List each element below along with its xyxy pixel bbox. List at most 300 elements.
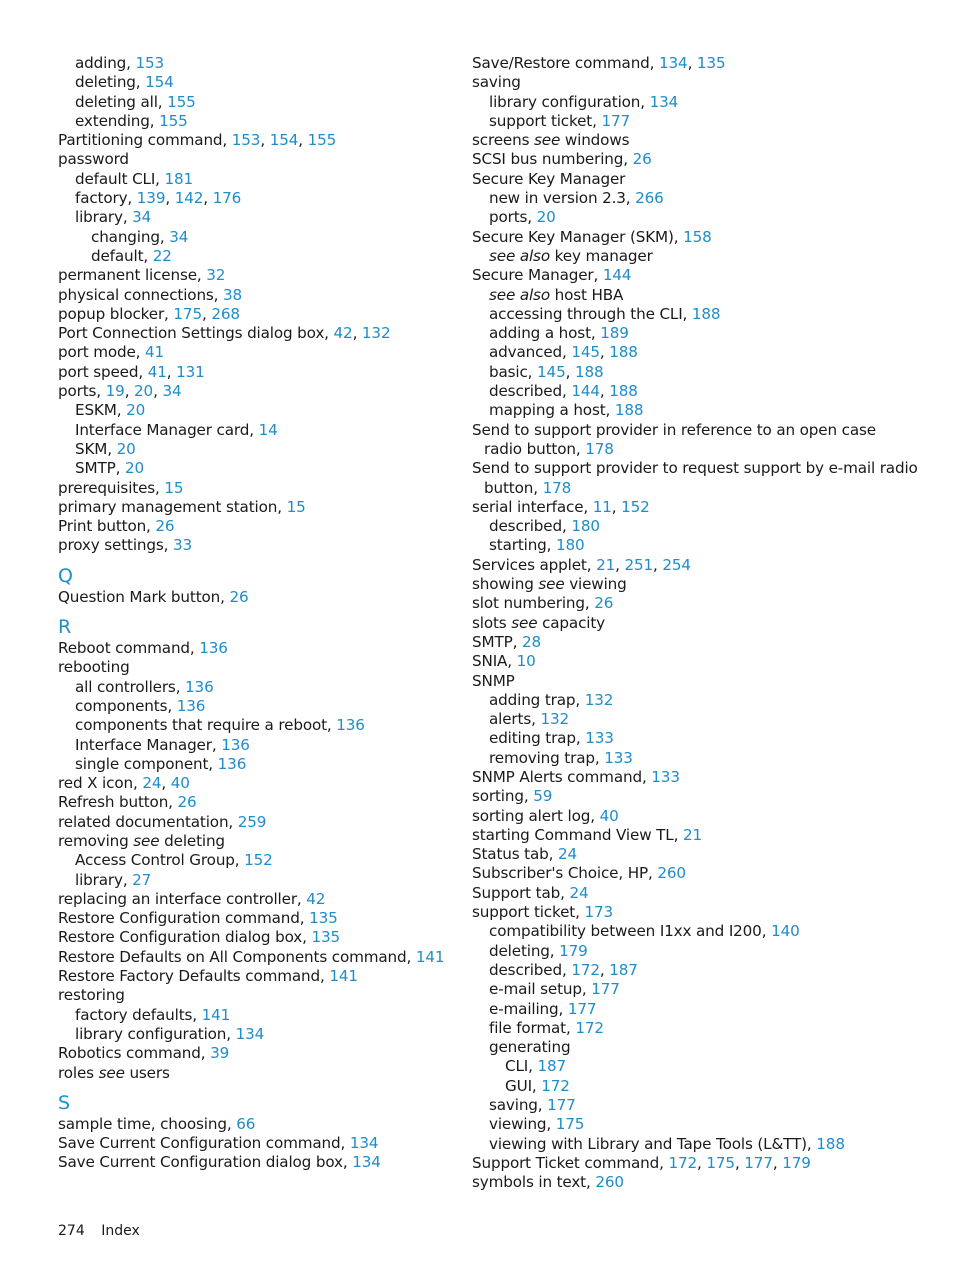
- index-term: single component,: [75, 754, 218, 773]
- page-link[interactable]: 172: [668, 1153, 698, 1172]
- page-link[interactable]: 158: [683, 227, 712, 246]
- page-link[interactable]: 131: [176, 362, 205, 381]
- index-entry: [58, 421, 478, 440]
- page-link[interactable]: 133: [585, 729, 614, 748]
- index-entry: [472, 961, 922, 980]
- page-link[interactable]: 188: [691, 304, 721, 323]
- index-entry: [472, 980, 922, 999]
- index-entry: [472, 710, 922, 729]
- page-link[interactable]: 142: [174, 189, 204, 208]
- page-link[interactable]: 179: [559, 941, 588, 960]
- index-term: Restore Factory Defaults command,: [58, 967, 330, 986]
- index-entry: [472, 382, 922, 401]
- index-entry: [472, 1038, 922, 1057]
- index-entry: [472, 401, 922, 420]
- index-term: prerequisites,: [58, 478, 165, 497]
- page-link[interactable]: 181: [164, 169, 194, 188]
- index-entry: [58, 170, 478, 189]
- page-link[interactable]: 177: [601, 111, 631, 130]
- page-separator: ,: [201, 304, 212, 323]
- index-term: Question Mark button,: [58, 587, 230, 606]
- page-link[interactable]: 140: [771, 922, 800, 941]
- page-link[interactable]: 188: [609, 343, 638, 362]
- page-link[interactable]: 177: [591, 980, 620, 999]
- page-link[interactable]: 155: [167, 92, 196, 111]
- index-term: SMTP,: [75, 459, 125, 478]
- page-footer: [58, 1223, 152, 1239]
- index-entry: [58, 112, 478, 131]
- see-target: key manager: [549, 246, 653, 265]
- page-link[interactable]: 15: [286, 497, 306, 516]
- page-link[interactable]: 154: [145, 73, 174, 92]
- index-term: Robotics command,: [58, 1044, 211, 1063]
- index-entry: [472, 266, 922, 285]
- index-entry: [472, 594, 922, 613]
- page-link[interactable]: 180: [556, 536, 585, 555]
- page-separator: ,: [611, 497, 622, 516]
- index-term: viewing,: [489, 1115, 556, 1134]
- page-link[interactable]: 260: [595, 1173, 624, 1192]
- index-term: all controllers,: [75, 677, 186, 696]
- index-term: Secure Manager,: [472, 266, 603, 285]
- page-link[interactable]: 20: [536, 208, 556, 227]
- page-link[interactable]: 26: [594, 594, 614, 613]
- page-link[interactable]: 144: [571, 382, 600, 401]
- page-link[interactable]: 188: [609, 382, 638, 401]
- page-link[interactable]: 132: [584, 690, 614, 709]
- page-link[interactable]: 134: [349, 1134, 379, 1153]
- page-link[interactable]: 136: [336, 716, 365, 735]
- index-term: button,: [484, 478, 543, 497]
- index-term: generating: [489, 1038, 571, 1057]
- index-term: factory defaults,: [75, 1005, 202, 1024]
- index-term: Secure Key Manager (SKM),: [472, 227, 684, 246]
- index-entry: [472, 228, 922, 247]
- page-link[interactable]: 15: [164, 478, 184, 497]
- see-target: capacity: [537, 613, 605, 632]
- page-link[interactable]: 254: [662, 555, 691, 574]
- page-link[interactable]: 173: [584, 903, 614, 922]
- index-entry: [472, 324, 922, 343]
- index-term: described,: [489, 382, 572, 401]
- index-entry: [58, 479, 478, 498]
- index-entry: [58, 324, 478, 343]
- page-link[interactable]: 172: [571, 960, 600, 979]
- index-entry: [472, 575, 922, 594]
- page-link[interactable]: 153: [135, 54, 165, 72]
- index-term: adding a host,: [489, 324, 601, 343]
- page-link[interactable]: 28: [521, 632, 541, 651]
- page-link[interactable]: 187: [609, 960, 638, 979]
- page-link[interactable]: 40: [170, 774, 190, 793]
- see-target: deleting: [159, 831, 225, 850]
- index-entry: [472, 536, 922, 555]
- page-link[interactable]: 20: [134, 382, 154, 401]
- index-term: SKM,: [75, 439, 117, 458]
- see-reference: see also: [489, 285, 550, 304]
- index-entry: [58, 498, 478, 517]
- page-separator: ,: [298, 131, 308, 150]
- page-link[interactable]: 34: [162, 382, 182, 401]
- page-link[interactable]: 155: [307, 131, 337, 150]
- page-link[interactable]: 11: [592, 497, 612, 516]
- index-entry: [472, 884, 922, 903]
- index-letter-heading: R: [58, 616, 72, 639]
- index-term: basic,: [489, 362, 538, 381]
- page-link[interactable]: 134: [649, 92, 679, 111]
- page-link[interactable]: 187: [537, 1057, 566, 1076]
- index-term: sorting,: [472, 787, 534, 806]
- index-entry: [58, 588, 478, 607]
- index-term: factory,: [75, 189, 137, 208]
- index-entry: [472, 922, 922, 941]
- index-term: file format,: [489, 1018, 576, 1037]
- page-link[interactable]: 59: [533, 787, 553, 806]
- index-entry: [472, 1096, 922, 1115]
- page-link[interactable]: 32: [206, 266, 226, 285]
- page-link[interactable]: 66: [236, 1114, 256, 1133]
- index-term: starting,: [489, 536, 557, 555]
- page-separator: ,: [772, 1153, 783, 1172]
- index-term: radio button,: [484, 439, 586, 458]
- index-entry: [58, 266, 478, 285]
- page-link[interactable]: 26: [177, 793, 197, 812]
- page-link[interactable]: 132: [361, 324, 391, 343]
- page-link[interactable]: 260: [657, 864, 686, 883]
- page-link[interactable]: 251: [624, 555, 654, 574]
- page-link[interactable]: 135: [309, 909, 338, 928]
- index-term: symbols in text,: [472, 1173, 596, 1192]
- index-term: default CLI,: [75, 169, 165, 188]
- index-term: showing: [472, 575, 539, 594]
- index-term: editing trap,: [489, 729, 586, 748]
- index-term: adding,: [75, 54, 136, 72]
- page-separator: ,: [565, 362, 575, 381]
- index-entry: [472, 54, 922, 73]
- index-letter-heading: S: [58, 1091, 71, 1114]
- index-term: Refresh button,: [58, 793, 178, 812]
- index-entry: [58, 1115, 478, 1134]
- page-link[interactable]: 175: [555, 1115, 585, 1134]
- index-term: default,: [91, 246, 153, 265]
- index-term: rebooting: [58, 658, 130, 677]
- index-entry: [472, 112, 922, 131]
- index-term: library configuration,: [489, 92, 650, 111]
- index-term: removing: [58, 831, 134, 850]
- page-link[interactable]: 133: [604, 748, 633, 767]
- index-term: starting Command View TL,: [472, 825, 683, 844]
- page-link[interactable]: 21: [596, 555, 616, 574]
- index-term: physical connections,: [58, 285, 224, 304]
- page-link[interactable]: 266: [635, 189, 664, 208]
- page-separator: ,: [124, 382, 135, 401]
- page-link[interactable]: 42: [306, 889, 326, 908]
- index-term: Restore Configuration dialog box,: [58, 928, 312, 947]
- page-link[interactable]: 20: [126, 401, 146, 420]
- index-entry: [58, 813, 478, 832]
- index-entry: [472, 517, 922, 536]
- index-entry: [58, 909, 478, 928]
- index-entry: [472, 286, 922, 305]
- index-term: adding trap,: [489, 690, 585, 709]
- index-entry: [472, 1077, 922, 1096]
- page-link[interactable]: 132: [540, 710, 569, 729]
- index-entry: [58, 948, 478, 967]
- page-link[interactable]: 20: [124, 459, 144, 478]
- page-link[interactable]: 154: [269, 131, 299, 150]
- page-separator: ,: [165, 189, 175, 208]
- page-link[interactable]: 26: [632, 150, 652, 169]
- page-link[interactable]: 26: [155, 517, 175, 536]
- index-term: described,: [489, 960, 572, 979]
- page-link[interactable]: 189: [600, 324, 629, 343]
- page-link[interactable]: 177: [744, 1153, 773, 1172]
- index-term: SNMP Alerts command,: [472, 767, 652, 786]
- index-entry: [58, 363, 478, 382]
- index-entry: [58, 658, 478, 677]
- index-entry: [472, 189, 922, 208]
- index-term: Print button,: [58, 517, 156, 536]
- index-entry: [472, 672, 922, 691]
- index-term: SCSI bus numbering,: [472, 150, 633, 169]
- index-term: Reboot command,: [58, 639, 200, 658]
- index-term: described,: [489, 517, 572, 536]
- page-link[interactable]: 177: [567, 999, 597, 1018]
- index-term: replacing an interface controller,: [58, 889, 307, 908]
- index-entry: [472, 247, 922, 266]
- page-link[interactable]: 34: [169, 227, 189, 246]
- page-link[interactable]: 136: [176, 696, 206, 715]
- index-entry: [58, 678, 478, 697]
- index-entry: [472, 479, 922, 498]
- page-separator: ,: [653, 555, 663, 574]
- page-separator: ,: [599, 382, 610, 401]
- page-link[interactable]: 178: [585, 439, 614, 458]
- page-link[interactable]: 14: [258, 420, 278, 439]
- index-entry: [472, 1154, 922, 1173]
- index-entry: [58, 736, 478, 755]
- index-term: Save Current Configuration dialog box,: [58, 1153, 353, 1172]
- page-link[interactable]: 20: [116, 439, 136, 458]
- index-entry: [58, 851, 478, 870]
- see-reference: see: [511, 613, 538, 632]
- index-entry: [58, 73, 478, 92]
- index-term: deleting,: [75, 73, 146, 92]
- index-term: serial interface,: [472, 497, 593, 516]
- page-link[interactable]: 19: [105, 382, 125, 401]
- index-entry: [58, 440, 478, 459]
- index-term: Interface Manager,: [75, 735, 222, 754]
- page-link[interactable]: 135: [696, 54, 726, 72]
- index-entry: [472, 131, 922, 150]
- index-term: port speed,: [58, 362, 148, 381]
- index-entry: [472, 845, 922, 864]
- index-term: e-mail setup,: [489, 980, 592, 999]
- page-link[interactable]: 41: [145, 343, 165, 362]
- page-link[interactable]: 40: [599, 806, 619, 825]
- index-term: saving,: [489, 1096, 548, 1115]
- page-link[interactable]: 268: [211, 304, 240, 323]
- page-link[interactable]: 152: [244, 851, 273, 870]
- index-entry: [472, 305, 922, 324]
- index-term: library configuration,: [75, 1024, 236, 1043]
- index-term: deleting,: [489, 941, 560, 960]
- index-term: port mode,: [58, 343, 146, 362]
- see-reference: see: [534, 131, 561, 150]
- page-link[interactable]: 177: [547, 1096, 576, 1115]
- page-link[interactable]: 27: [132, 870, 152, 889]
- index-entry: [472, 343, 922, 362]
- page-link[interactable]: 176: [212, 189, 242, 208]
- page-link[interactable]: 136: [221, 735, 250, 754]
- index-term: Status tab,: [472, 845, 558, 864]
- page-link[interactable]: 39: [210, 1044, 230, 1063]
- page-separator: ,: [161, 774, 171, 793]
- page-link[interactable]: 188: [614, 401, 644, 420]
- index-entry: [472, 1057, 922, 1076]
- page-link[interactable]: 26: [229, 587, 249, 606]
- page-link[interactable]: 259: [237, 812, 267, 831]
- index-entry: [58, 774, 478, 793]
- page-link[interactable]: 34: [132, 208, 152, 227]
- index-term: slots: [472, 613, 512, 632]
- index-term: new in version 2.3,: [489, 189, 636, 208]
- page-link[interactable]: 38: [223, 285, 243, 304]
- page-link[interactable]: 134: [352, 1153, 381, 1172]
- page-link[interactable]: 136: [217, 754, 247, 773]
- page-link[interactable]: 24: [557, 845, 578, 864]
- index-term: Restore Configuration command,: [58, 909, 310, 928]
- see-reference: see: [98, 1063, 125, 1082]
- page-link[interactable]: 144: [602, 266, 632, 285]
- page-link[interactable]: 155: [159, 111, 188, 130]
- index-term: roles: [58, 1063, 99, 1082]
- page-link[interactable]: 188: [574, 362, 604, 381]
- page-link[interactable]: 24: [142, 774, 162, 793]
- index-term: sorting alert log,: [472, 806, 600, 825]
- page-link[interactable]: 133: [651, 767, 680, 786]
- see-reference: see: [538, 575, 565, 594]
- page-link[interactable]: 179: [782, 1153, 811, 1172]
- index-term: Services applet,: [472, 555, 597, 574]
- page-link[interactable]: 10: [516, 652, 536, 671]
- index-entry: [58, 890, 478, 909]
- page-link[interactable]: 145: [537, 362, 566, 381]
- page-link[interactable]: 152: [621, 497, 650, 516]
- index-entry: [58, 928, 478, 947]
- page-link[interactable]: 136: [199, 639, 228, 658]
- index-term: Interface Manager card,: [75, 420, 259, 439]
- index-entry: [58, 1006, 478, 1025]
- page-link[interactable]: 141: [329, 967, 358, 986]
- index-term: deleting all,: [75, 92, 168, 111]
- page-link[interactable]: 41: [147, 362, 167, 381]
- index-term: saving: [472, 73, 521, 92]
- index-entry: [472, 691, 922, 710]
- index-entry: [472, 170, 922, 189]
- index-entry: [58, 967, 478, 986]
- page-link[interactable]: 178: [542, 478, 572, 497]
- page-link[interactable]: 153: [231, 131, 261, 150]
- page-link[interactable]: 24: [569, 883, 589, 902]
- index-term: mapping a host,: [489, 401, 615, 420]
- index-entry: [472, 729, 922, 748]
- index-entry: [472, 556, 922, 575]
- page-link[interactable]: 141: [201, 1005, 231, 1024]
- index-entry: [472, 150, 922, 169]
- see-target: windows: [560, 131, 630, 150]
- page-link[interactable]: 172: [541, 1076, 570, 1095]
- index-term: support ticket,: [489, 111, 602, 130]
- index-term: ports,: [58, 382, 106, 401]
- index-term: sample time, choosing,: [58, 1114, 237, 1133]
- index-entry: [472, 652, 922, 671]
- page-link[interactable]: 141: [415, 947, 445, 966]
- page-link[interactable]: 145: [571, 343, 600, 362]
- page-link[interactable]: 175: [706, 1153, 735, 1172]
- page-link[interactable]: 135: [311, 928, 340, 947]
- index-term: primary management station,: [58, 497, 287, 516]
- index-term: removing trap,: [489, 748, 605, 767]
- page-separator: ,: [697, 1153, 707, 1172]
- see-reference: see also: [489, 246, 550, 265]
- footer-section-title: Index: [101, 1223, 140, 1239]
- index-entry: [472, 1173, 922, 1192]
- index-entry: [58, 150, 478, 169]
- page-link[interactable]: 42: [333, 324, 353, 343]
- page-separator: ,: [599, 960, 610, 979]
- page-separator: ,: [166, 362, 177, 381]
- index-entry: [58, 401, 478, 420]
- page-link[interactable]: 172: [575, 1018, 604, 1037]
- index-entry: [472, 93, 922, 112]
- page-link[interactable]: 188: [816, 1134, 845, 1153]
- page-link[interactable]: 175: [173, 304, 202, 323]
- page-link[interactable]: 134: [235, 1024, 265, 1043]
- index-entry: [58, 793, 478, 812]
- index-entry: [58, 286, 478, 305]
- index-term: Support tab,: [472, 883, 570, 902]
- index-term: Secure Key Manager: [472, 169, 626, 188]
- page-link[interactable]: 33: [173, 536, 193, 555]
- index-entry: [472, 826, 922, 845]
- index-entry: [472, 614, 922, 633]
- index-column-left: [58, 54, 478, 1173]
- index-entry: [472, 942, 922, 961]
- index-term: Save Current Configuration command,: [58, 1134, 350, 1153]
- index-entry: [472, 440, 922, 459]
- index-entry: [472, 864, 922, 883]
- page-separator: ,: [615, 555, 625, 574]
- page-link[interactable]: 136: [185, 677, 214, 696]
- index-term: password: [58, 150, 129, 169]
- index-term: components that require a reboot,: [75, 716, 337, 735]
- page-link[interactable]: 22: [152, 246, 172, 265]
- index-entry: [472, 459, 922, 478]
- see-target: host HBA: [549, 285, 624, 304]
- index-entry: [472, 208, 922, 227]
- index-term: permanent license,: [58, 266, 207, 285]
- index-term: Restore Defaults on All Components command,: [58, 947, 416, 966]
- page-link[interactable]: 21: [682, 825, 702, 844]
- page-link[interactable]: 134: [659, 54, 688, 72]
- page-link[interactable]: 139: [136, 189, 166, 208]
- index-entry: [58, 755, 478, 774]
- index-term: e-mailing,: [489, 999, 568, 1018]
- index-entry: [58, 54, 478, 73]
- page-link[interactable]: 180: [571, 517, 600, 536]
- index-entry: [58, 536, 478, 555]
